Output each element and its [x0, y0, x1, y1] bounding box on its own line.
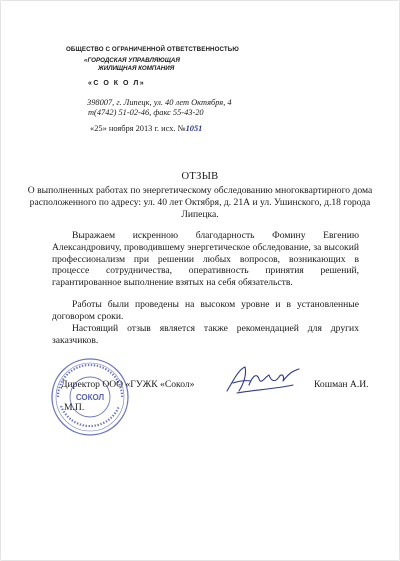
- document-page: [1, 1, 399, 560]
- reference-date: «25» ноября 2013 г. исх. №: [90, 124, 186, 133]
- company-name-line1: «ГОРОДСКАЯ УПРАВЛЯЮЩАЯ: [84, 57, 180, 64]
- paragraph-recommendation: Настоящий отзыв является также рекомендацией для других заказчиков.: [52, 323, 359, 346]
- outgoing-reference: [90, 124, 202, 133]
- signatory-position: Директор ООО «ГУЖК «Сокол»: [61, 379, 195, 390]
- company-name-line2: ЖИЛИЩНАЯ КОМПАНИЯ: [98, 65, 175, 72]
- document-subject: О выполненных работах по энергетическому обследованию многоквартирного дома расположенного по адресу: ул. 40 лет Октября, д. 21А и ул. Ушинского, д.18 города Липецка.: [27, 185, 373, 220]
- document-title: ОТЗЫВ: [181, 171, 219, 182]
- paragraph-quality: Работы были проведены на высоком уровне и в установленные договором сроки.: [52, 299, 359, 322]
- body-paragraph: [52, 323, 359, 347]
- company-seal: [49, 356, 131, 438]
- company-short-name: «С О К О Л»: [88, 80, 146, 87]
- signatory-name: Кошман А.И.: [314, 379, 369, 390]
- handwritten-signature: [223, 361, 303, 399]
- reference-number: 1051: [185, 124, 203, 133]
- company-address: 398007, г. Липецк, ул. 40 лет Октября, 4: [87, 98, 232, 107]
- body-paragraph: [52, 230, 359, 289]
- seal-center-text: СОКОЛ: [75, 393, 105, 402]
- company-form: ОБЩЕСТВО С ОГРАНИЧЕННОЙ ОТВЕТСТВЕННОСТЬЮ: [66, 46, 239, 53]
- seal-place-label: М.П.: [64, 402, 85, 413]
- body-paragraph: [52, 299, 359, 323]
- company-phones: т(4742) 51-02-46, факс 55-43-20: [88, 108, 204, 117]
- paragraph-gratitude: Выражаем искренною благодарность Фомину Евгению Александровичу, проводившему энергетическое обследование, за высокий профессионализм при решении любых вопросов, возникающих в процессе сотрудничества, оперативность принятия решений, гарантированное выполнение взятых на себя обязательств.: [52, 230, 359, 289]
